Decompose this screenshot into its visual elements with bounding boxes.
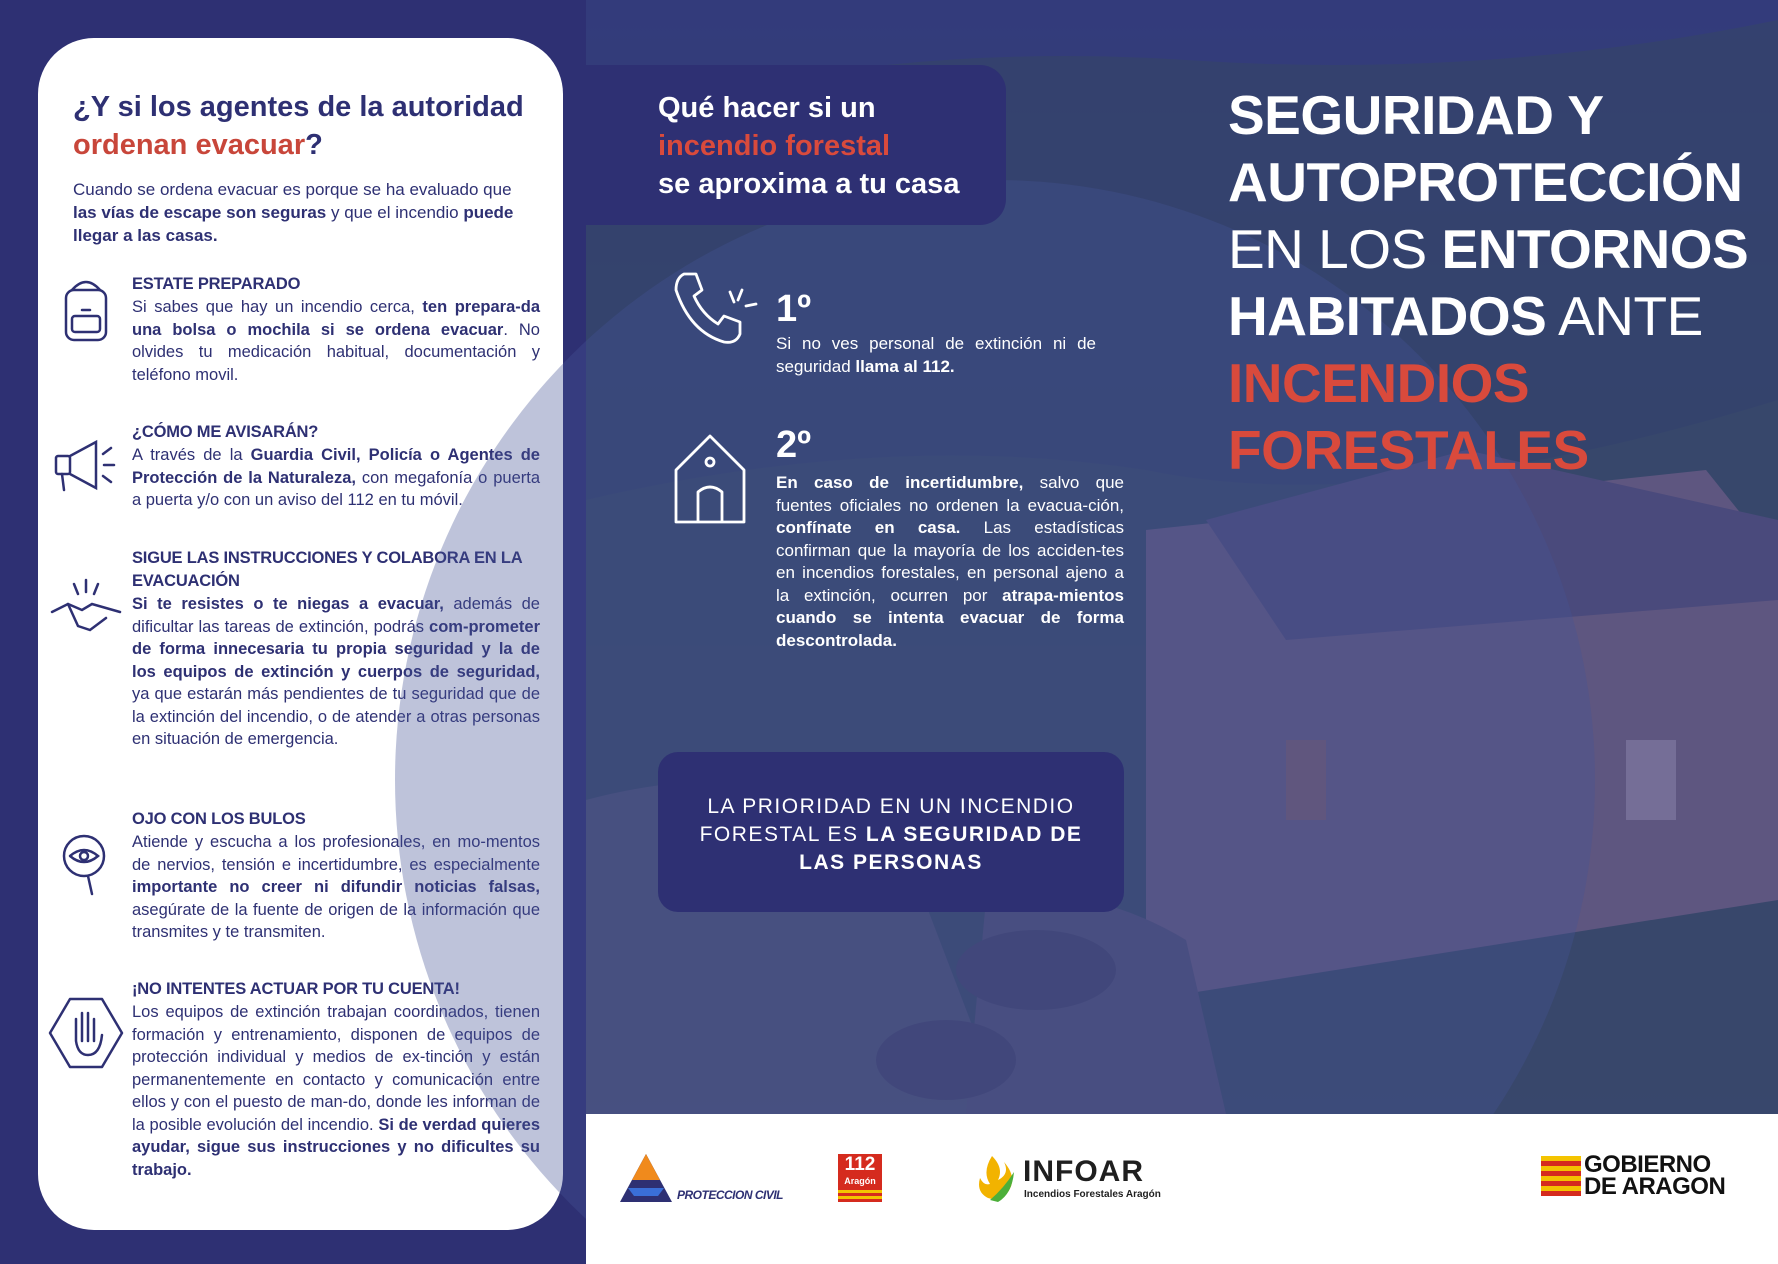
main-title-line2: AUTOPROTECCIÓN [1228, 151, 1743, 213]
section-title: ESTATE PREPARADO [132, 275, 301, 293]
section-text: con megafonía o puerta a puerta y/o con un aviso del 112 en tu móvil. [132, 468, 540, 509]
main-title-line5: INCENDIOS [1228, 352, 1530, 414]
backpack-icon [48, 270, 124, 346]
step-text-bold: atrapa-mientos cuando se intenta evacuar de forma descontrolada. [776, 585, 1124, 650]
infoar-subtitle: Incendios Forestales Aragón [1024, 1189, 1161, 1200]
infoar-logo-icon [974, 1152, 1018, 1204]
section-title: SIGUE LAS INSTRUCCIONES Y COLABORA EN LA EVACUACIÓN [132, 549, 522, 590]
what-line3: se aproxima a tu casa [658, 168, 960, 200]
step-text: Las estadísticas confirman que la mayoría de los acciden-tes en incendios forestales, en personal ajeno a la extinción, ocurren por [776, 518, 1125, 605]
intro-paragraph [73, 178, 539, 247]
section-text-bold: ten prepara-da una bolsa o mochila si se ordena evacuar [132, 298, 540, 339]
intro-text-a: Cuando se ordena evacuar es porque se ha evaluado que [73, 180, 512, 199]
step-1-number: 1º [776, 288, 812, 330]
card-title-end: ? [305, 129, 323, 161]
section-text-bold: Si de verdad quieres ayudar, sigue sus instrucciones y no dificultes su trabajo. [132, 1115, 540, 1179]
megaphone-icon [48, 428, 124, 504]
section-text-bold: importante no creer ni difundir noticias falsas, [132, 878, 540, 896]
logo-112-region: Aragón [844, 1176, 876, 1186]
card-title [73, 88, 533, 164]
step-text-bold: llama al 112. [855, 356, 955, 376]
step-1-text [776, 333, 1096, 378]
section-text: ya que estarán más pendientes de tu seguridad que de la extinción del incendio, o de atender a otras personas en situación de emergencia. [132, 685, 540, 748]
main-title [1228, 82, 1768, 484]
intro-text-b: las vías de escape son seguras [73, 203, 327, 222]
section-text: . No olvides tu medicación habitual, documentación y teléfono movil. [132, 320, 540, 384]
step-text: Si no ves personal de extinción ni de seguridad [776, 334, 1096, 376]
logo-112-number: 112 [844, 1154, 876, 1175]
section-text: Los equipos de extinción trabajan coordinados, tienen formación y entrenamiento, disponen de equipos de protección individual y medios de ex-tinción y están permanentemente en contacto y comunicación entre ellos y con el puesto de man-do, donde les informan de la posible evolución del incendio. [132, 1003, 540, 1134]
section-preparado [132, 273, 540, 386]
house-icon [672, 430, 748, 526]
section-text: A través de la [132, 446, 251, 464]
section-text-bold: com-prometer de forma innecesaria tu propia seguridad y la de los equipos de extinción y cuerpos de seguridad, [132, 617, 540, 681]
what-line1: Qué hacer si un [658, 92, 876, 124]
section-title: OJO CON LOS BULOS [132, 810, 306, 828]
section-text: además de dificultar las tareas de extinción, podrás [132, 595, 540, 636]
phone-icon [670, 268, 762, 352]
eye-magnifier-icon [48, 828, 124, 904]
step-2-number: 2º [776, 424, 812, 466]
aragon-flag-icon [1541, 1156, 1581, 1196]
proteccion-civil-logo-icon [618, 1152, 674, 1204]
priority-text [678, 793, 1104, 877]
section-text: Si sabes que hay un incendio cerca, [132, 298, 423, 316]
what-to-do-heading [658, 89, 998, 203]
gobierno-aragon-text [1584, 1151, 1726, 1200]
main-title-line4a: HABITADOS [1228, 285, 1547, 347]
intro-text-d: puede llegar a las casas. [73, 203, 514, 245]
what-accent: incendio forestal [658, 130, 891, 162]
card-title-text: ¿Y si los agentes de la autoridad [73, 91, 524, 123]
step-text-bold: En caso de incertidumbre, [776, 473, 1024, 492]
step-text-bold: confínate en casa. [776, 518, 961, 537]
main-title-line1: SEGURIDAD Y [1228, 84, 1604, 146]
section-text-bold: Guardia Civil, Policía o Agentes de Protección de la Naturaleza, [132, 446, 540, 487]
main-title-line3b: ENTORNOS [1441, 218, 1749, 280]
proteccion-civil-text: PROTECCION CIVIL [677, 1188, 784, 1202]
section-text: Atiende y escucha a los profesionales, en mo-mentos de nervios, tensión e incertidumbre, es especialmente [132, 833, 540, 874]
section-body [132, 296, 540, 386]
main-title-line6: FORESTALES [1228, 419, 1589, 481]
gobierno-line2: DE ARAGON [1584, 1173, 1726, 1200]
priority-text-a: LA PRIORIDAD EN UN INCENDIO FORESTAL ES [699, 795, 1075, 846]
step-text: salvo que fuentes oficiales no ordenen la evacua-ción, [776, 473, 1124, 515]
section-text-bold: Si te resistes o te niegas a evacuar, [132, 595, 444, 613]
intro-text-c: y que el incendio [326, 203, 464, 222]
gobierno-line1: GOBIERNO [1584, 1151, 1711, 1178]
step-2-text [776, 472, 1124, 652]
section-title: ¿CÓMO ME AVISARÁN? [132, 423, 319, 441]
card-title-accent: ordenan evacuar [73, 129, 306, 161]
main-title-line3a: EN LOS [1228, 218, 1442, 280]
logo-112-aragon [838, 1154, 882, 1202]
priority-text-b: LA SEGURIDAD DE LAS PERSONAS [799, 823, 1083, 874]
section-text: asegúrate de la fuente de origen de la información que transmites y te transmiten. [132, 900, 540, 941]
infoar-title: INFOAR [1023, 1155, 1144, 1188]
handshake-icon [48, 570, 124, 646]
logo-112-stripes [838, 1190, 882, 1202]
main-title-line4b: ANTE [1546, 285, 1703, 347]
section-title: ¡NO INTENTES ACTUAR POR TU CUENTA! [132, 980, 460, 998]
stop-hand-icon [48, 995, 124, 1071]
